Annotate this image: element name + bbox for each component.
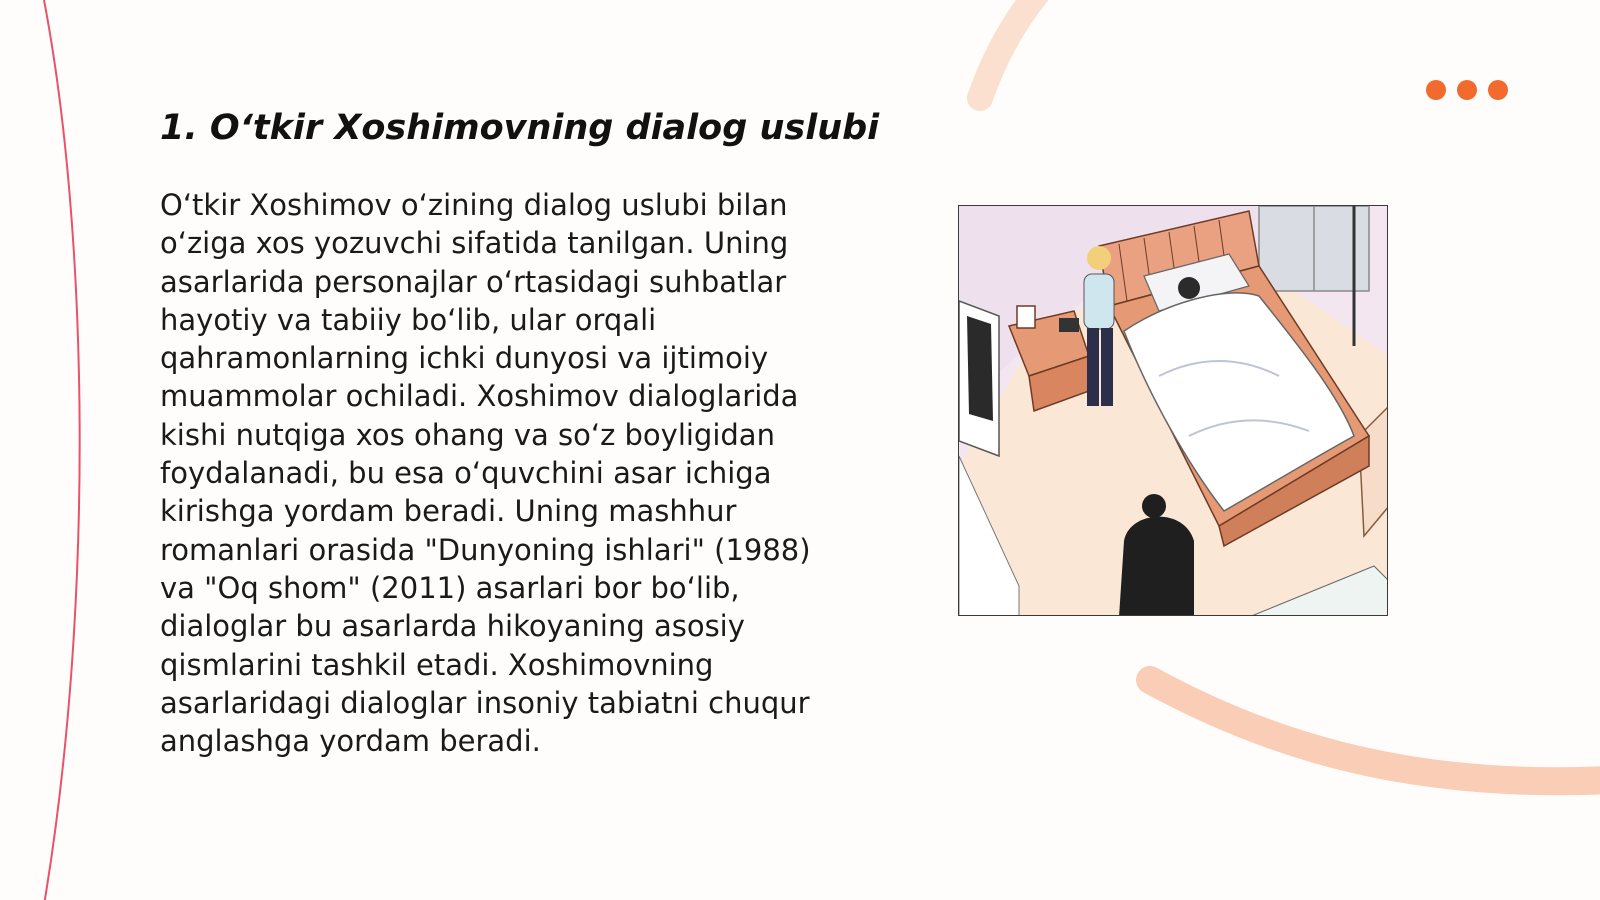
dot-3 [1488,80,1508,100]
dot-1 [1426,80,1446,100]
decor-arc-top [980,0,1040,98]
dot-2 [1457,80,1477,100]
slide-title: 1. O‘tkir Xoshimovning dialog uslubi [160,108,880,148]
decor-left-curve [44,0,80,900]
slide-body-text: O‘tkir Xoshimov o‘zining dialog uslubi bilan o‘ziga xos yozuvchi sifatida tanilgan. Uning asarlarida personajlar o‘rtasidagi suhbatlar hayotiy va tabiiy bo‘lib, ular orqali qahramonlarning ichki dunyosi va ijtimoiy muammolar ochiladi. Xoshimov dialoglarida kishi nutqiga xos ohang va so‘z boyligidan foydalanadi, bu esa o‘quvchini asar ichiga kirishga yordam beradi. Uning mashhur romanlari orasida "Dunyoning ishlari" (1988) va "Oq shom" (2011) asarlari bor bo‘lib, dialoglar bu asarlarda hikoyaning asosiy qismlarini tashkil etadi. Xoshimovning asarlaridagi dialoglar insoniy tabiatni chuqur anglashga yordam beradi. [160,188,811,759]
bedroom-scene-illustration [958,205,1388,616]
decor-arc-bottom [1150,680,1600,781]
